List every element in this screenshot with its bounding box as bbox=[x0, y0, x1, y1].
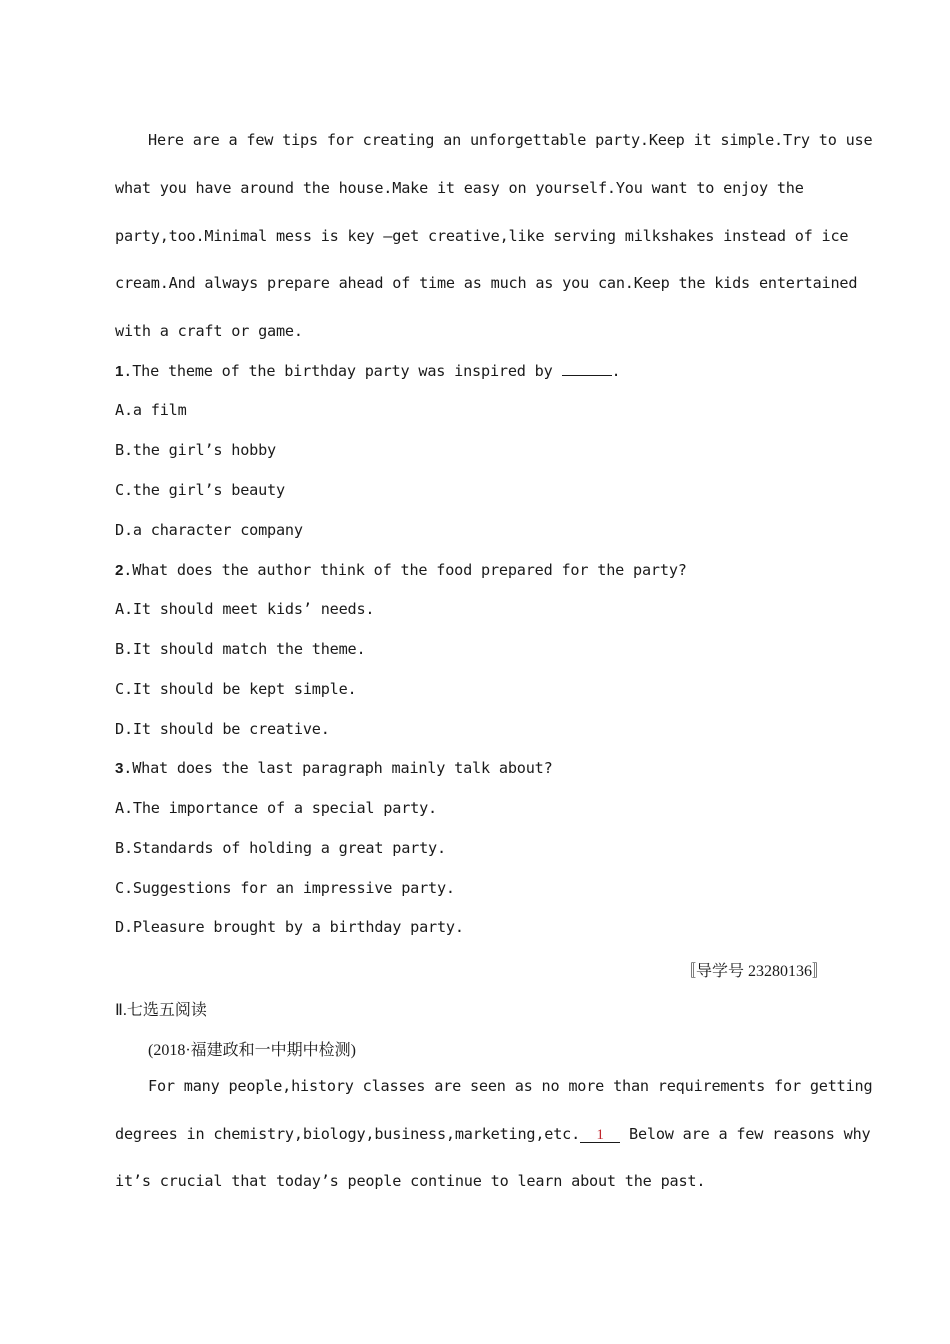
answer-blank bbox=[562, 363, 612, 376]
option-d: D.It should be creative. bbox=[115, 720, 330, 738]
question-1 bbox=[115, 362, 620, 380]
option-c: C.It should be kept simple. bbox=[115, 680, 357, 698]
question-number: 3 bbox=[115, 760, 124, 777]
passage2-text: degrees in chemistry,biology,business,marketing,etc. bbox=[115, 1125, 581, 1143]
passage-line: party,too.Minimal mess is key —get creative,like serving milkshakes instead of ice bbox=[115, 227, 849, 245]
blank-number-1: 1 bbox=[580, 1128, 620, 1143]
option-a: A.a film bbox=[115, 401, 187, 419]
question-stem: .The theme of the birthday party was inspired by bbox=[123, 362, 562, 380]
passage2-line: For many people,history classes are seen as no more than requirements for getting bbox=[148, 1077, 873, 1095]
passage2-line: it’s crucial that today’s people continue to learn about the past. bbox=[115, 1172, 706, 1190]
passage-line: with a craft or game. bbox=[115, 322, 303, 340]
passage-line: cream.And always prepare ahead of time as much as you can.Keep the kids entertained bbox=[115, 274, 858, 292]
option-d: D.a character company bbox=[115, 521, 303, 539]
question-stem: .What does the author think of the food prepared for the party? bbox=[123, 561, 687, 579]
section-title: Ⅱ.七选五阅读 bbox=[115, 1002, 207, 1019]
question-stem-end: . bbox=[611, 362, 621, 380]
question-stem: .What does the last paragraph mainly talk about? bbox=[123, 759, 553, 777]
reference-number: 〚导学号 23280136〛 bbox=[679, 963, 828, 980]
question-2 bbox=[115, 561, 687, 579]
option-b: B.Standards of holding a great party. bbox=[115, 839, 446, 857]
source-note: (2018·福建政和一中期中检测) bbox=[148, 1042, 356, 1059]
question-number: 1 bbox=[115, 363, 124, 380]
question-3 bbox=[115, 759, 553, 777]
option-a: A.The importance of a special party. bbox=[115, 799, 437, 817]
question-number: 2 bbox=[115, 562, 124, 579]
option-c: C.the girl’s beauty bbox=[115, 481, 285, 499]
passage-line: what you have around the house.Make it easy on yourself.You want to enjoy the bbox=[115, 179, 804, 197]
option-c: C.Suggestions for an impressive party. bbox=[115, 879, 455, 897]
passage2-line bbox=[115, 1125, 871, 1143]
option-b: B.the girl’s hobby bbox=[115, 441, 276, 459]
option-d: D.Pleasure brought by a birthday party. bbox=[115, 918, 464, 936]
option-b: B.It should match the theme. bbox=[115, 640, 366, 658]
passage-line: Here are a few tips for creating an unforgettable party.Keep it simple.Try to use bbox=[148, 131, 873, 149]
option-a: A.It should meet kids’ needs. bbox=[115, 600, 375, 618]
passage2-text: Below are a few reasons why bbox=[620, 1125, 871, 1143]
